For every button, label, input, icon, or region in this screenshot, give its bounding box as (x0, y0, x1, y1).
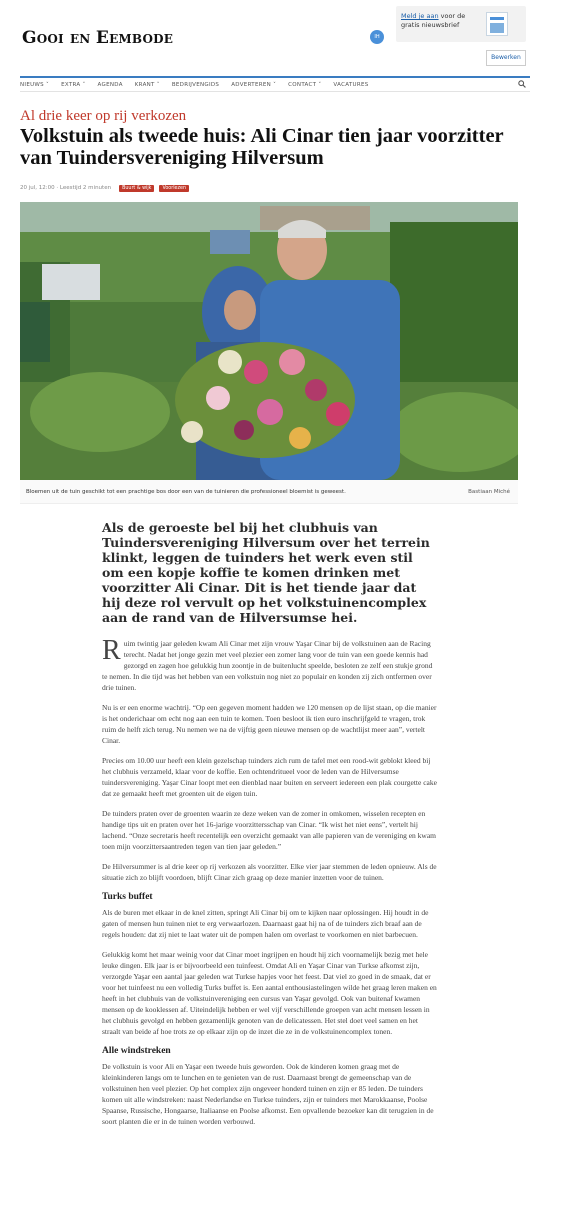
logo-text-2: Eembode (95, 28, 174, 48)
paragraph-4: De tuinders praten over de groenten waarin ze deze weken van de zomer in omkomen, wisselen recepten en handige tips uit en praten over het 16-jarige voorzittersschap van Cinar. “Ik wist het niet eens”, vertelt hij lachend. “Onze secretaris heeft recentelijk een overzicht gemaakt van alle papieren van de vereniging en kwam toen mijn voorzittersaantreden tegen van tien jaar geleden.” (102, 809, 436, 851)
main-nav (20, 76, 530, 92)
nav-item[interactable]: VACATURES (333, 82, 369, 88)
dropcap: R (102, 635, 121, 666)
subheading-turks-buffet: Turks buffet (102, 892, 153, 902)
paragraph-1-text: uim twintig jaar geleden kwam Ali Cinar met zijn vrouw Yaşar Cinar bij de volkstuinen aan de Racing terecht. Nadat het jonge gezin met veel plezier een zomer lang voor de tuin van een goede kennis had gezorgd en zagen hoe gelukkig hun zoontje in de buitenlucht speelde, besloten ze zelf een stukje grond te nemen. In die tijd was het hebben van een volkstuin nog niet zo populair en konden zij zich ontfermen over drie tuinen. (102, 639, 433, 692)
article-photo (20, 202, 518, 480)
article-intro: Als de geroeste bel bij het clubhuis van Tuindersvereniging Hilversum over het terrein klinkt, leggen de tuinders het werk even stil om een kopje koffie te komen drinken met voorzitter Ali Cinar. Dit is het tiende jaar dat hij deze rol vervult op het volkstuinencomplex aan de rand van de Hilversumse hei. (102, 520, 430, 625)
user-badge[interactable]: IH (370, 30, 384, 44)
paragraph-6: Als de buren met elkaar in de knel zitten, springt Ali Cinar bij om te kijken naar oplossingen. Hij houdt in de gaten of mensen hun tuinen niet te erg verwaarlozen. Daarnaast gaat hij na of de tuinders zich braaf aan de regels houden: dat zij niet te laat water uit de pompen halen om overlast te voorkomen en niet barbecuen. (102, 908, 429, 939)
paragraph-7: Gelukkig komt het maar weinig voor dat Cinar moet ingrijpen en houdt hij zich voornamelijk bezig met hele leuke dingen. Elk jaar is er bijvoorbeeld een tuinfeest. Omdat Ali en Yaşar Cinar van Turkse afkomst zijn, verzorgde Yaşar een aantal jaar geleden wat Turkse hapjes voor het feest. Dat viel zo goed in de smaak, dat er voor het tuinfeest nu een volledig Turks buffet is. Een aantal enthousiastelingen wilde het graag leren maken en heeft in het clubhuis van de volkstuinvereniging een cursus van Yaşar gevolgd. Ook van buitenaf kwamen mensen op de kooklessen af. Uiteindelijk hebben er wel vijf verschillende groepen van acht mensen lessen in het clubhuis gevolgd en hebben gezamenlijk genoten van de delicatessen. Het stel doet veel samen en het straalt van beide af hoe trots ze op elkaar zijn op de inzet die ze in de volkstuinencomplex tonen. (102, 950, 437, 1036)
newsletter-icon (486, 12, 508, 36)
article-date: 20 jul, 12:00 · Leestijd 2 minuten (20, 185, 112, 191)
newsletter-promo[interactable] (396, 6, 526, 42)
nav-item[interactable]: AGENDA (97, 82, 123, 88)
photo-credit: Bastiaan Miché (468, 489, 510, 495)
photo-caption (20, 480, 518, 504)
logo-text-1: Gooi en (22, 28, 91, 48)
paragraph-5: De Hilversummer is al drie keer op rij verkozen als voorzitter. Elke vier jaar stemmen de leden opnieuw. Als de situatie zich zo blijft voordoen, blijft Cinar zich graag op deze manier inzetten voor de tuinen. (102, 862, 437, 882)
nav-list (20, 78, 530, 92)
subheading-alle-windstreken: Alle windstreken (102, 1046, 171, 1056)
nav-item[interactable]: KRANT ˅ (134, 82, 160, 88)
garden-photo-illustration (20, 202, 518, 480)
edit-button[interactable]: Bewerken (486, 50, 526, 66)
paragraph-1 (102, 635, 438, 693)
site-header (0, 0, 568, 72)
nav-item[interactable]: ADVERTEREN ˅ (231, 82, 277, 88)
nav-item[interactable]: NIEUWS ˅ (20, 82, 50, 88)
newsletter-text (401, 12, 481, 30)
nav-item[interactable]: CONTACT ˅ (288, 82, 322, 88)
article-meta (20, 183, 194, 193)
paragraph-3: Precies om 10.00 uur heeft een klein gezelschap tuinders zich rum de tafel met een rood-wit geblokt kleed bij het clubhuis verzameld, klaar voor de koffie. Een ochtendritueel voor de leden van de Hilversumse tuindersvereniging. Yaşar Cinar loopt met een dienblad naar buiten en serveert iedereen een plak courgette cake dat ze gemaakt heeft met groenten uit de eigen tuin. (102, 756, 437, 798)
search-icon[interactable] (518, 80, 526, 88)
newsletter-link[interactable]: Meld je aan (401, 12, 439, 20)
tag-voorlezen[interactable]: Voorlezen (159, 185, 189, 192)
tag-buurt[interactable]: Buurt & wijk (119, 185, 154, 192)
nav-item[interactable]: EXTRA ˅ (61, 82, 86, 88)
article-kicker: Al drie keer op rij verkozen (20, 108, 187, 124)
paragraph-2: Nu is er een enorme wachtrij. “Op een gegeven moment hadden we 120 mensen op de lijst staan, op die manier is het onderichaar om echt nog aan een tuin te komen. Toen besloot ik tien euro inschrijfgeld te vragen, trok ruim de helft zich terug. Nu nemen we na de vijftig geen nieuwe mensen op de wachtlijst meer aan”, vertelt Cinar. (102, 703, 437, 745)
article-body (102, 635, 438, 1136)
nav-item[interactable]: BEDRIJVENGIDS (171, 82, 220, 88)
site-logo[interactable] (22, 28, 173, 48)
caption-text: Bloemen uit de tuin geschikt tot een prachtige bos door een van de tuinieren die professioneel bloemist is geweest. (26, 489, 346, 495)
article-title: Volkstuin als tweede huis: Ali Cinar tien jaar voorzitter van Tuindersvereniging Hilversum (20, 125, 504, 169)
paragraph-8: De volkstuin is voor Ali en Yaşar een tweede huis geworden. Ook de kinderen komen graag met de kleinkinderen langs om te lunchen en te genieten van de rust. Daarnaast brengt de gemeenschap van de volkstuinen hen veel plezier. Op het complex zijn ongeveer honderd tuinen en zijn er 85 leden. De tuinders komen uit alle windstreken: naast Nederlandse en Turkse tuinders, zijn er tuinders met Marokkaanse, Poolse Spaanse, Russische, Hongaarse, Italiaanse en Poolse afkomst. Een opvallende bezoeker kan dit terugzien in de soort planten die er in de tuinen worden verbouwd. (102, 1062, 434, 1126)
newsletter-desc: voor de gratis nieuwsbrief (401, 12, 466, 29)
